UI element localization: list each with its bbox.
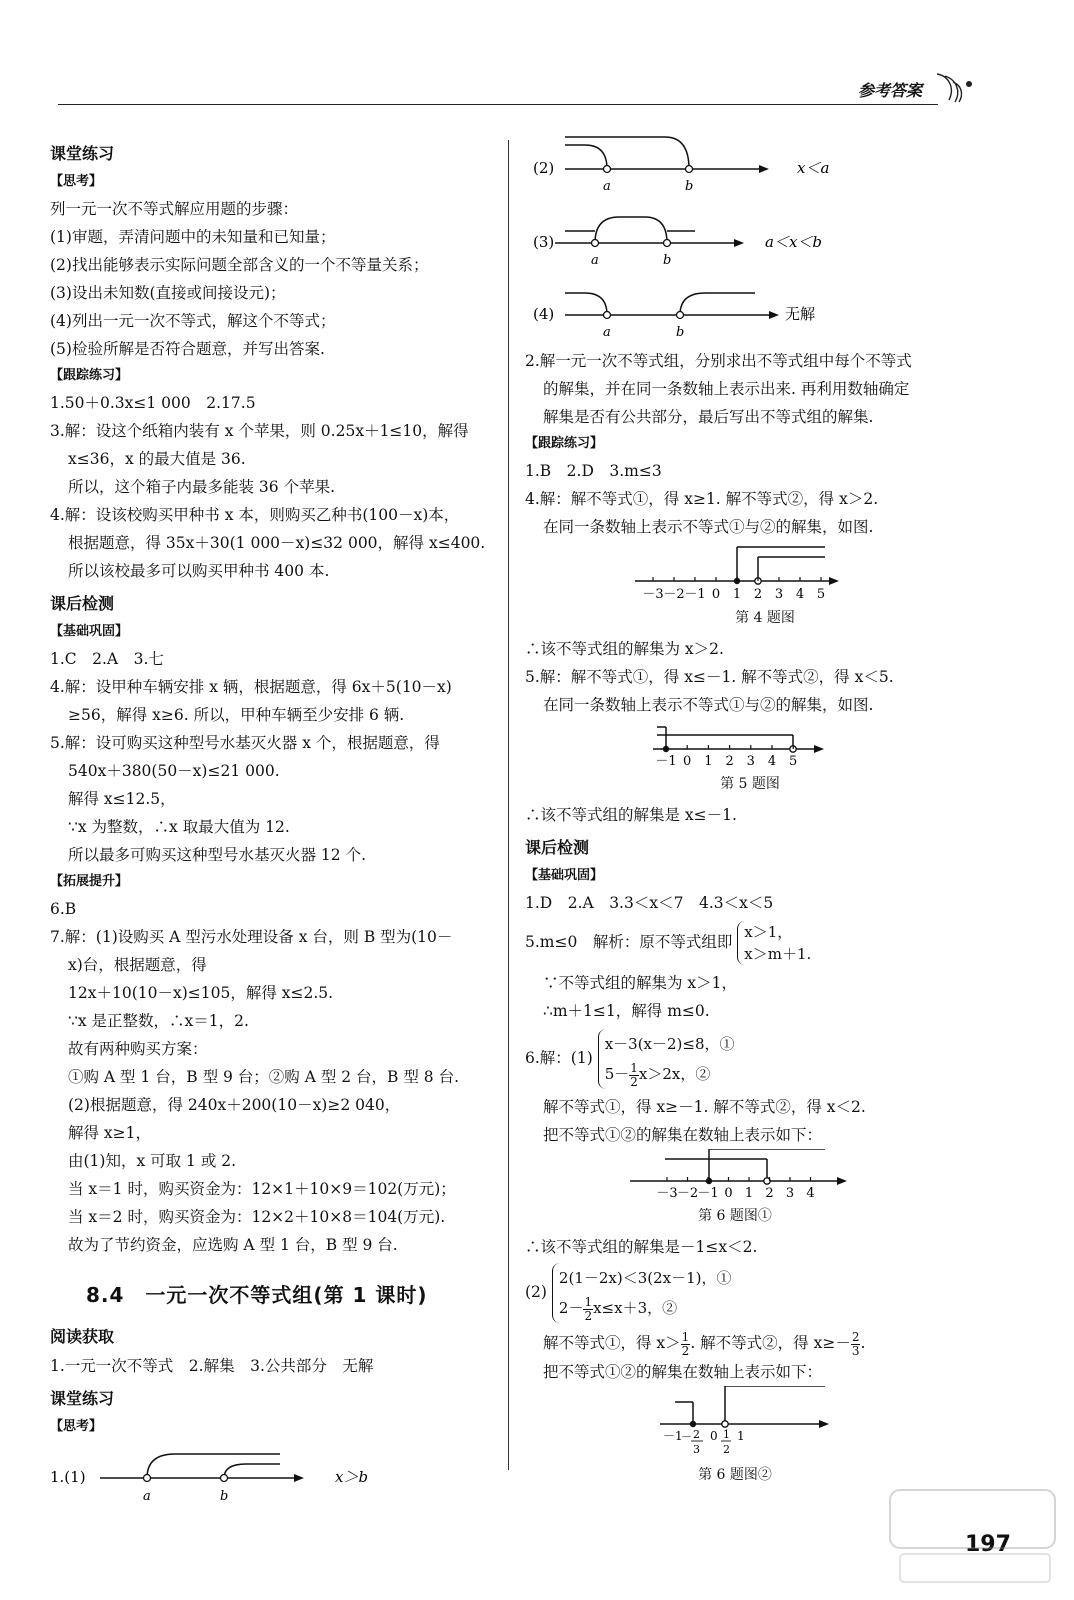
answer-line: ∴该不等式组的解集是 x≤－1. bbox=[525, 806, 737, 824]
answer-line: 的解集，并在同一条数轴上表示出来. 再利用数轴确定 bbox=[543, 380, 910, 398]
answer-line: 4.解：设该校购买甲种书 x 本，则购买乙种书(100－x)本， bbox=[50, 506, 460, 524]
number-line-figure-3 bbox=[525, 209, 885, 271]
answer-line: 解集是否有公共部分，最后写出不等式组的解集. bbox=[543, 408, 874, 426]
tick-label: 2 bbox=[725, 754, 734, 769]
tick-label-frac-num: 2 bbox=[693, 1427, 700, 1441]
answer-line-system bbox=[525, 1263, 1025, 1323]
point-b-label: b bbox=[676, 325, 685, 340]
tick-label: 1 bbox=[732, 587, 742, 602]
figure-label: (4) bbox=[533, 305, 555, 323]
figure-caption: 第 6 题图② bbox=[698, 1466, 772, 1483]
figure-result: 无解 bbox=[785, 305, 816, 323]
think-step: (1)审题，弄清问题中的未知量和已知量； bbox=[50, 228, 336, 246]
inequality-system bbox=[552, 1263, 732, 1323]
point-a-label: a bbox=[603, 325, 611, 340]
system-row: x＞m＋1. bbox=[744, 945, 812, 963]
tick-label: 4 bbox=[767, 754, 777, 769]
tick-label: 3 bbox=[774, 587, 784, 602]
answer-line: 根据题意，得 35x＋30(1 000－x)≤32 000，解得 x≤400. bbox=[68, 534, 486, 552]
denominator: 3 bbox=[851, 1343, 860, 1358]
answer-line: 在同一条数轴上表示不等式①与②的解集，如图. bbox=[543, 518, 874, 536]
tag-think: 【思考】 bbox=[50, 174, 103, 189]
answer-line: 6.B bbox=[50, 900, 77, 918]
answer-line: 5.解：设可购买这种型号水基灭火器 x 个，根据题意，得 bbox=[50, 734, 440, 752]
number-line-figure-2 bbox=[525, 135, 885, 197]
point-a-label: a bbox=[591, 253, 599, 268]
answer-line: 当 x＝2 时，购买资金为：12×2＋10×8＝104(万元). bbox=[68, 1208, 446, 1226]
tick-label: 0 bbox=[710, 1428, 718, 1443]
tick-label: －2 bbox=[676, 1186, 699, 1201]
answer-line: 1.一元一次不等式 2.解集 3.公共部分 无解 bbox=[50, 1357, 374, 1375]
tick-label: －2 bbox=[663, 587, 685, 602]
tick-label: 0 bbox=[711, 587, 721, 602]
tick-label: －1 bbox=[655, 754, 677, 769]
tick-label: 3 bbox=[785, 1186, 795, 1201]
answer-line: 1.D 2.A 3.3＜x＜7 4.3＜x＜5 bbox=[525, 894, 774, 912]
tick-label: 5 bbox=[789, 754, 798, 769]
answer-line: ≥56，解得 x≥6. 所以，甲种车辆至少安排 6 辆. bbox=[68, 706, 405, 724]
text-part: . 解不等式②，得 x≥－ bbox=[690, 1334, 851, 1352]
answer-line: 所以最多可购买这种型号水基灭火器 12 个. bbox=[68, 846, 367, 864]
tag-basic: 【基础巩固】 bbox=[525, 868, 604, 883]
system-row-post: x＞2x，② bbox=[638, 1065, 711, 1083]
answer-line-system bbox=[525, 1029, 1025, 1089]
system-row-post: x≤x＋3，② bbox=[593, 1299, 678, 1317]
answer-line: 所以，这个箱子内最多能装 36 个苹果. bbox=[68, 478, 336, 496]
tag-tracking: 【跟踪练习】 bbox=[525, 436, 604, 451]
answer-line: 4.解：解不等式①，得 x≥1. 解不等式②，得 x＞2. bbox=[525, 490, 879, 508]
tick-label: －1 bbox=[697, 1186, 719, 1201]
tick-label-neg-frac: － bbox=[681, 1429, 692, 1443]
left-column bbox=[50, 135, 510, 1516]
number-line-figure-1 bbox=[50, 1444, 410, 1512]
section-heading: 课堂练习 bbox=[50, 1389, 115, 1408]
numerator: 2 bbox=[851, 1329, 860, 1344]
answer-line: ∵x 为整数，∴x 取最大值为 12. bbox=[68, 818, 290, 836]
header-rule bbox=[58, 104, 938, 105]
section-heading: 阅读获取 bbox=[50, 1327, 115, 1346]
answer-line: (2)根据题意，得 240x＋200(10－x)≥2 040， bbox=[68, 1096, 401, 1114]
think-step: (2)找出能够表示实际问题全部含义的一个不等量关系； bbox=[50, 256, 429, 274]
system-row: x－3(x－2)≤8，① bbox=[604, 1035, 735, 1053]
right-column bbox=[525, 135, 1025, 1486]
figure-result: a＜x＜b bbox=[765, 233, 823, 251]
q5-prefix: 5.m≤0 解析：原不等式组即 bbox=[525, 933, 733, 951]
q6-2-label: (2) bbox=[525, 1283, 547, 1301]
answer-line: ∵x 是正整数，∴x＝1，2. bbox=[68, 1012, 249, 1030]
answer-line: x≤36，x 的最大值是 36. bbox=[68, 450, 246, 468]
answer-line: 540x＋380(50－x)≤21 000. bbox=[68, 762, 280, 780]
answer-line: ∵不等式组的解集为 x＞1， bbox=[543, 974, 738, 992]
number-line-figure-4 bbox=[525, 281, 885, 343]
number-line-q5 bbox=[525, 719, 1005, 769]
tick-label: 3 bbox=[746, 754, 755, 769]
page-number: 197 bbox=[965, 1532, 1011, 1557]
tag-think: 【思考】 bbox=[50, 1419, 103, 1434]
answer-line: 当 x＝1 时，购买资金为：12×1＋10×9＝102(万元)； bbox=[68, 1180, 456, 1198]
point-a-label: a bbox=[603, 179, 611, 194]
tag-basic: 【基础巩固】 bbox=[50, 624, 129, 639]
answer-line: 5.解：解不等式①，得 x≤－1. 解不等式②，得 x＜5. bbox=[525, 668, 894, 686]
chapter-title: 8.4 一元一次不等式组(第 1 课时) bbox=[86, 1283, 428, 1307]
tick-label-frac-num: 1 bbox=[723, 1427, 730, 1441]
system-row bbox=[559, 1293, 732, 1323]
answer-line: x)台，根据题意，得 bbox=[68, 956, 207, 974]
watermark-logo bbox=[880, 1480, 1065, 1590]
answer-line: 1.50＋0.3x≤1 000 2.17.5 bbox=[50, 394, 256, 412]
tick-label: 2 bbox=[765, 1186, 774, 1201]
tick-label: －1 bbox=[663, 1428, 683, 1443]
fraction bbox=[629, 1062, 639, 1089]
q6-label: 6.解：(1) bbox=[525, 1049, 593, 1067]
answer-line: 1.B 2.D 3.m≤3 bbox=[525, 462, 662, 480]
tick-label: 4 bbox=[795, 587, 805, 602]
text-part: . bbox=[860, 1334, 866, 1352]
think-step: (5)检验所解是否符合题意，并写出答案. bbox=[50, 340, 325, 358]
inequality-system bbox=[737, 921, 811, 965]
section-heading: 课后检测 bbox=[50, 594, 115, 613]
inequality-system bbox=[598, 1029, 735, 1089]
answer-line: 故有两种购买方案： bbox=[68, 1040, 208, 1058]
denominator: 2 bbox=[630, 1074, 638, 1089]
point-b-label: b bbox=[220, 1489, 229, 1504]
tick-label: 1 bbox=[704, 754, 713, 769]
tick-label: －1 bbox=[684, 587, 706, 602]
text-part: 解不等式①，得 x＞ bbox=[543, 1334, 681, 1352]
system-row-pre: 2－ bbox=[558, 1299, 584, 1317]
fraction bbox=[681, 1331, 691, 1358]
fraction bbox=[583, 1296, 593, 1323]
header-swirl-ornament bbox=[935, 70, 985, 106]
figure-caption: 第 6 题图① bbox=[698, 1208, 772, 1224]
tick-label: 1 bbox=[737, 1428, 745, 1443]
system-row-pre: 5－ bbox=[604, 1065, 630, 1083]
answer-line: 把不等式①②的解集在数轴上表示如下： bbox=[543, 1126, 823, 1144]
answer-line: 故为了节约资金，应选购 A 型 1 台，B 型 9 台. bbox=[68, 1236, 398, 1254]
figure-caption: 第 5 题图 bbox=[720, 776, 780, 792]
point-b-label: b bbox=[663, 253, 672, 268]
answer-line: ①购 A 型 1 台，B 型 9 台；②购 A 型 2 台，B 型 8 台. bbox=[68, 1068, 460, 1086]
number-line-q4 bbox=[525, 541, 1005, 603]
numerator: 1 bbox=[630, 1060, 638, 1075]
section-heading: 课堂练习 bbox=[50, 144, 115, 163]
answer-line: 7.解：(1)设购买 A 型污水处理设备 x 台，则 B 型为(10－ bbox=[50, 928, 453, 946]
tick-label: 4 bbox=[806, 1186, 815, 1201]
number-line-q6-2 bbox=[525, 1386, 1005, 1460]
answer-line: 解不等式①，得 x≥－1. 解不等式②，得 x＜2. bbox=[543, 1098, 866, 1116]
system-row: x＞1， bbox=[744, 923, 793, 941]
tick-label: 5 bbox=[816, 587, 826, 602]
system-row: 2(1－2x)＜3(2x－1)，① bbox=[558, 1269, 732, 1287]
answer-line: 所以该校最多可以购买甲种书 400 本. bbox=[68, 562, 330, 580]
numerator: 1 bbox=[681, 1329, 690, 1344]
denominator: 2 bbox=[681, 1343, 690, 1358]
answer-line: 1.C 2.A 3.七 bbox=[50, 650, 164, 668]
tick-label: 0 bbox=[683, 754, 692, 769]
point-b-label: b bbox=[685, 179, 694, 194]
answer-line: 2.解一元一次不等式组，分别求出不等式组中每个不等式 bbox=[525, 352, 912, 370]
figure-result: x＜a bbox=[797, 159, 830, 177]
tick-label: －3 bbox=[642, 587, 664, 602]
figure-label: 1.(1) bbox=[50, 1468, 86, 1486]
point-a-label: a bbox=[143, 1489, 151, 1504]
tick-label: 2 bbox=[753, 587, 763, 602]
answer-line bbox=[525, 1329, 1025, 1358]
answer-line: ∴该不等式组的解集是－1≤x＜2. bbox=[525, 1238, 758, 1256]
section-heading: 课后检测 bbox=[525, 838, 590, 857]
answer-line: ∴该不等式组的解集为 x＞2. bbox=[525, 640, 724, 658]
denominator: 2 bbox=[584, 1308, 593, 1323]
answer-line: 解得 x≥1， bbox=[68, 1124, 152, 1142]
answer-line: 解得 x≤12.5， bbox=[68, 790, 176, 808]
answer-line: 4.解：设甲种车辆安排 x 辆，根据题意，得 6x＋5(10－x) bbox=[50, 678, 452, 696]
tick-label-frac-den: 2 bbox=[723, 1442, 730, 1456]
header-title: 参考答案 bbox=[858, 81, 923, 100]
system-row bbox=[605, 1059, 735, 1089]
figure-label: (3) bbox=[533, 233, 555, 251]
answer-line: 把不等式①②的解集在数轴上表示如下： bbox=[543, 1362, 823, 1381]
tag-extend: 【拓展提升】 bbox=[50, 874, 129, 889]
figure-result: x＞b bbox=[335, 1468, 369, 1486]
tick-label: 1 bbox=[744, 1186, 754, 1201]
tick-label: 0 bbox=[724, 1186, 733, 1201]
think-intro: 列一元一次不等式解应用题的步骤： bbox=[50, 200, 299, 218]
answer-line: ∴m＋1≤1，解得 m≤0. bbox=[543, 1002, 710, 1020]
answer-line: 12x＋10(10－x)≤105，解得 x≤2.5. bbox=[68, 984, 334, 1002]
think-step: (4)列出一元一次不等式，解这个不等式； bbox=[50, 312, 336, 330]
tick-label-frac-den: 3 bbox=[693, 1442, 700, 1456]
number-line-q6-1 bbox=[525, 1149, 1005, 1201]
tick-label: －3 bbox=[656, 1186, 678, 1201]
answer-line: 3.解：设这个纸箱内装有 x 个苹果，则 0.25x＋1≤10，解得 bbox=[50, 422, 469, 440]
figure-caption: 第 4 题图 bbox=[735, 610, 795, 626]
figure-label: (2) bbox=[533, 159, 555, 177]
numerator: 1 bbox=[584, 1294, 593, 1309]
answer-line-system bbox=[525, 921, 1025, 965]
answer-line: 由(1)知，x 可取 1 或 2. bbox=[68, 1152, 237, 1170]
think-step: (3)设出未知数(直接或间接设元)； bbox=[50, 284, 286, 302]
tag-tracking: 【跟踪练习】 bbox=[50, 368, 129, 383]
answer-line: 在同一条数轴上表示不等式①与②的解集，如图. bbox=[543, 696, 874, 714]
